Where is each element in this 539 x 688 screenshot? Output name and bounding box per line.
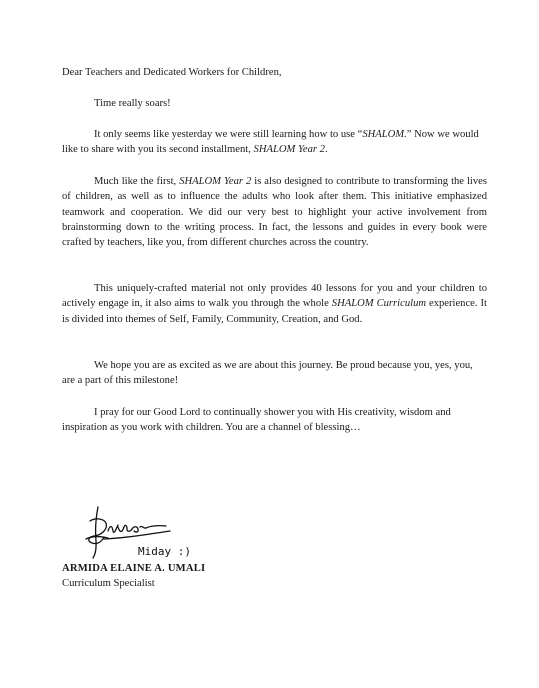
signature-nickname: Miday :) <box>138 545 191 558</box>
letter-greeting: Dear Teachers and Dedicated Workers for Children, <box>62 67 282 78</box>
paragraph-4 <box>62 281 487 327</box>
paragraph-3-text-c: is also designed to contribute to transforming the lives of children, as well as to influence the adults who look after them. This initiative emphasized teamwork and cooperation. We did our very best to highlight your active involvement from brainstorming down to the writing process. In fact, the lessons and guides in every book were crafted by teachers, like you, from different churches across the country. <box>62 176 487 249</box>
paragraph-1: Time really soars! <box>94 98 171 109</box>
paragraph-5: We hope you are as excited as we are about this journey. Be proud because you, yes, you, are a part of this milestone! <box>62 360 473 387</box>
paragraph-4-text-a: This uniquely-crafted material not only provides 40 lessons for you and your children to actively engage in, it also aims to walk you through the whole <box>62 283 487 310</box>
handwritten-signature <box>84 503 204 563</box>
signer-name: ARMIDA ELAINE A. UMALI <box>62 563 206 574</box>
paragraph-4-text-c: experience. It is divided into themes of Self, Family, Community, Creation, and God. <box>62 298 487 325</box>
shalom-curriculum-title: SHALOM Curriculum <box>331 298 427 310</box>
paragraph-2 <box>62 127 487 158</box>
paragraph-3 <box>62 174 487 250</box>
signer-title: Curriculum Specialist <box>62 578 155 589</box>
paragraph-3-text-a: Much like the first, <box>94 176 180 187</box>
paragraph-2-text-e: . <box>324 144 328 156</box>
paragraph-6: I pray for our Good Lord to continually shower you with His creativity, wisdom and inspiration as you work with children. You are a channel of blessing… <box>62 407 451 434</box>
paragraph-2-text-a: It only seems like yesterday we were still learning how to use “ <box>94 129 363 140</box>
shalom-title: SHALOM. <box>362 129 407 140</box>
paragraph-2-text-c: ” Now we would like to share with you its second installment, <box>62 129 479 156</box>
shalom-year2-title: SHALOM Year 2 <box>179 176 252 187</box>
shalom-year2-title: SHALOM Year 2 <box>253 144 325 156</box>
